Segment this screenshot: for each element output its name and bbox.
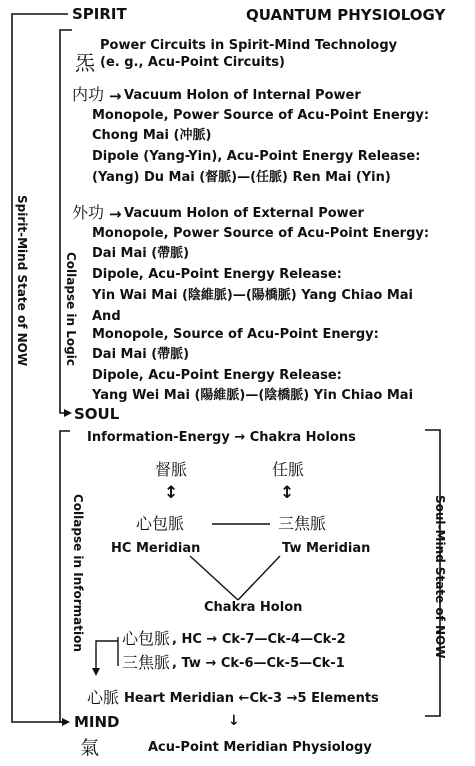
du-ren-mai-text: (Yang) Du Mai (督脈)—(任脈) Ren Mai (Yin) (92, 170, 391, 185)
collapse-logic-label: Collapse in Logic (64, 252, 78, 366)
tw-line-glyph: 三焦脈 (122, 653, 171, 672)
heart-meridian-line: Heart Meridian ←Ck-3 →5 Elements (124, 691, 379, 706)
external-dipole-text-2: Dipole, Acu-Point Energy Release: (92, 368, 342, 383)
internal-holon-text: Vacuum Holon of Internal Power (124, 88, 361, 103)
acu-point-physiology-text: Acu-Point Meridian Physiology (148, 740, 372, 755)
spirit-mind-state-label: Spirit-Mind State of NOW (15, 195, 29, 367)
ren-mai-updown-arrow: ↕ (280, 483, 295, 503)
external-monopole-text-2: Monopole, Source of Acu-Point Energy: (92, 327, 379, 342)
du-mai-glyph: 督脈 (155, 460, 188, 479)
qi-spirit-glyph: 炁 (75, 51, 95, 75)
internal-monopole-text: Monopole, Power Source of Acu-Point Energy: (92, 108, 430, 123)
and-text: And (92, 309, 121, 324)
du-mai-updown-arrow: ↕ (164, 483, 179, 503)
ren-mai-glyph: 任脈 (272, 460, 305, 479)
hc-tw-bracket (96, 641, 118, 674)
xin-bao-mai-glyph: 心包脈 (136, 514, 185, 533)
tw-chakra-line: , Tw → Ck-6—Ck-5—Ck-1 (172, 656, 345, 671)
yin-wai-yang-chiao-text: Yin Wai Mai (陰維脈)—(陽橋脈) Yang Chiao Mai (92, 288, 413, 303)
external-holon-text: Vacuum Holon of External Power (124, 206, 364, 221)
external-arrow: → (109, 205, 122, 223)
heart-meridian-glyph: 心脈 (87, 688, 120, 707)
san-jiao-mai-glyph: 三焦脈 (278, 514, 327, 533)
down-arrow: ↓ (228, 713, 240, 729)
qi-mind-glyph: 氣 (80, 737, 100, 759)
tw-meridian-label: Tw Meridian (282, 541, 371, 556)
hc-meridian-label: HC Meridian (111, 541, 201, 556)
hc-line-glyph: 心包脈 (122, 629, 171, 648)
internal-power-glyph: 内功 (72, 85, 105, 104)
page-title: QUANTUM PHYSIOLOGY (246, 6, 446, 24)
collapse-information-bracket (60, 431, 70, 722)
hc-chakra-connector (190, 556, 238, 600)
internal-arrow: → (109, 87, 122, 105)
internal-dipole-text: Dipole (Yang-Yin), Acu-Point Energy Release: (92, 149, 421, 164)
chakra-holon-label: Chakra Holon (204, 600, 303, 615)
external-monopole-text: Monopole, Power Source of Acu-Point Energy: (92, 226, 430, 241)
soul-label: SOUL (74, 405, 120, 423)
acu-point-circuits-text: (e. g., Acu-Point Circuits) (100, 55, 285, 70)
yang-wei-yin-chiao-text: Yang Wei Mai (陽維脈)—(陰橋脈) Yin Chiao Mai (92, 388, 414, 403)
soul-mind-state-label: Soul-Mind State of NOW (433, 495, 447, 659)
external-power-glyph: 外功 (72, 203, 105, 222)
dai-mai-text-2: Dai Mai (帶脈) (92, 347, 190, 362)
collapse-information-label: Collapse in Information (71, 494, 85, 652)
tw-chakra-connector (238, 556, 280, 600)
external-dipole-text-1: Dipole, Acu-Point Energy Release: (92, 267, 342, 282)
information-energy-text: Information-Energy → Chakra Holons (87, 430, 356, 445)
mind-label: MIND (74, 713, 120, 731)
dai-mai-text-1: Dai Mai (帶脈) (92, 246, 190, 261)
hc-chakra-line: , HC → Ck-7—Ck-4—Ck-2 (172, 632, 346, 647)
chong-mai-text: Chong Mai (冲脈) (92, 128, 212, 143)
power-circuits-text: Power Circuits in Spirit-Mind Technology (100, 38, 398, 53)
spirit-label: SPIRIT (72, 5, 127, 23)
